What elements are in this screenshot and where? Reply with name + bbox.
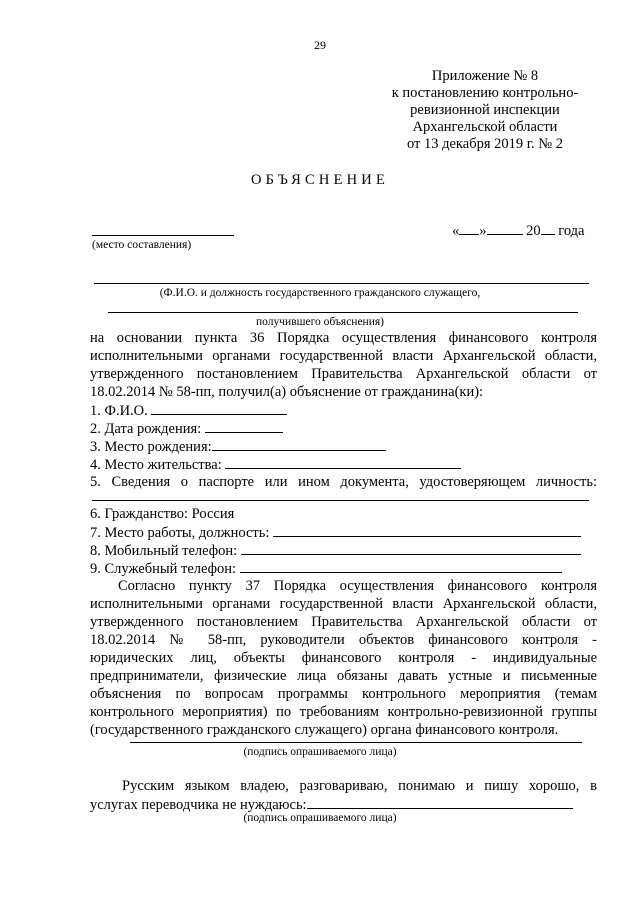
date-day-line <box>459 222 479 235</box>
notice-line: юридических лиц, объекты финансового контроля - индивидуальные <box>90 650 597 666</box>
residence-label: 4. Место жительства: <box>90 457 222 473</box>
language-signature-line <box>307 796 573 809</box>
appendix-line: Архангельской области <box>412 119 558 135</box>
date-left-quote: « <box>452 223 460 239</box>
office-phone-line <box>240 560 562 573</box>
intro-line: 18.02.2014 № 58-пп, получил(а) объяснение от гражданина(ки): <box>90 384 484 400</box>
fio-line <box>151 402 287 415</box>
fio-label: 1. Ф.И.О. <box>90 403 148 419</box>
notice-line: контрольного мероприятия) по требованиям контрольно-ревизионной группы <box>90 704 597 720</box>
residence-line <box>225 456 461 469</box>
signature-caption: (подпись опрашиваемого лица) <box>243 746 397 758</box>
citizenship-value: Россия <box>191 506 235 522</box>
appendix-block <box>380 68 590 153</box>
date-year-suffix: года <box>558 223 585 239</box>
language-line-1: Русским языком владею, разговариваю, понимаю и пишу хорошо, в <box>122 778 597 794</box>
date-right-quote: » <box>479 223 487 239</box>
date-field <box>452 222 584 240</box>
notice-line: (государственного гражданского служащего) органа финансового контроля. <box>90 722 559 738</box>
document-title: ОБЪЯСНЕНИЕ <box>250 172 390 188</box>
birth-date-label: 2. Дата рождения: <box>90 421 202 437</box>
work-label: 7. Место работы, должность: <box>90 525 270 541</box>
fio-field <box>90 402 287 420</box>
intro-line: исполнительными органами государственной власти Архангельской области, <box>90 348 597 364</box>
passport-line <box>92 500 589 501</box>
mobile-label: 8. Мобильный телефон: <box>90 543 238 559</box>
appendix-line: Приложение № 8 <box>431 68 539 84</box>
date-year-prefix: 20 <box>526 223 541 239</box>
passport-label: 5. Сведения о паспорте или ином документа, удостоверяющем личность: <box>90 474 597 490</box>
birth-date-line <box>205 420 283 433</box>
work-field <box>90 524 581 542</box>
mobile-field <box>90 542 581 560</box>
appendix-line: от 13 декабря 2019 г. № 2 <box>406 136 564 152</box>
place-caption: (место составления) <box>92 239 192 251</box>
date-month-line <box>487 222 523 235</box>
intro-line: утвержденного постановлением Правительства Архангельской области от <box>90 366 597 382</box>
date-year-line <box>541 222 555 235</box>
intro-line: на основании пункта 36 Порядка осуществления финансового контроля <box>90 330 597 346</box>
residence-field <box>90 456 461 474</box>
signature-line <box>130 742 582 743</box>
citizenship-label: 6. Гражданство: <box>90 506 189 522</box>
page-number: 29 <box>314 38 326 52</box>
language-line-2: услугах переводчика не нуждаюсь: <box>90 797 307 813</box>
official-caption-2: получившего объяснения) <box>256 316 384 328</box>
appendix-line: ревизионной инспекции <box>410 102 560 118</box>
office-phone-label: 9. Служебный телефон: <box>90 561 237 577</box>
office-phone-field <box>90 560 562 578</box>
notice-line: предприниматели, физические лица обязаны давать устные и письменные <box>90 668 597 684</box>
appendix-line: к постановлению контрольно- <box>391 85 579 101</box>
official-line-2 <box>108 312 578 313</box>
notice-line: Согласно пункту 37 Порядка осуществления финансового контроля <box>118 578 597 594</box>
birth-place-line <box>212 438 386 451</box>
place-line <box>92 235 234 236</box>
language-signature-caption: (подпись опрашиваемого лица) <box>243 812 397 824</box>
notice-line: объяснения по вопросам программы контрольного мероприятия (темам <box>90 686 597 702</box>
citizenship-field <box>90 506 234 523</box>
notice-line: утвержденного постановлением Правительства Архангельской области от <box>90 614 597 630</box>
official-caption-1: (Ф.И.О. и должность государственного гражданского служащего, <box>159 287 481 299</box>
birth-place-label: 3. Место рождения: <box>90 439 212 455</box>
birth-date-field <box>90 420 283 438</box>
notice-line: исполнительными органами государственной власти Архангельской области, <box>90 596 597 612</box>
notice-line: 18.02.2014 № 58-пп, руководители объектов финансового контроля - <box>90 632 597 648</box>
birth-place-field <box>90 438 386 456</box>
official-line <box>94 283 589 284</box>
work-line <box>273 524 581 537</box>
mobile-line <box>241 542 581 555</box>
